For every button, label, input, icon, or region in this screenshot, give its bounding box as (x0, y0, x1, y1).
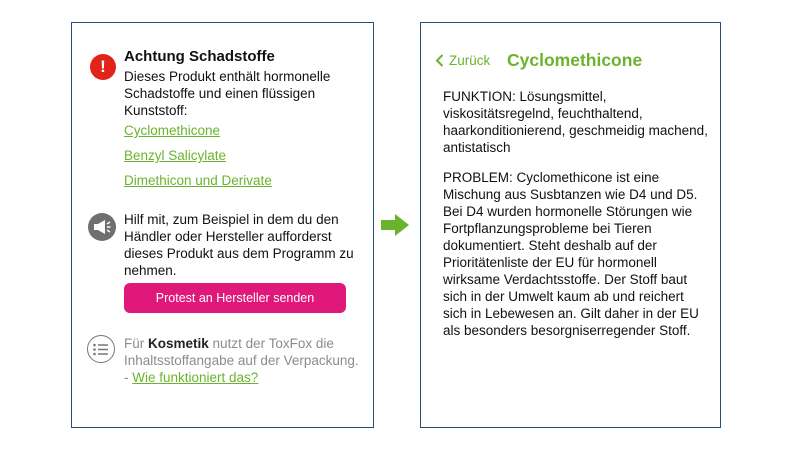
info-category: Kosmetik (148, 336, 209, 351)
info-prefix: Für (124, 336, 149, 351)
alert-text: Dieses Produkt enthält hormonelle Schadstoffe und einen flüssigen Kunststoff: (124, 69, 331, 118)
help-text: Hilf mit, zum Beispiel in dem du den Händler oder Hersteller aufforderst dieses Produkt aus dem Programm zu nehmen. (124, 212, 354, 278)
megaphone-icon (88, 213, 116, 241)
product-warning-screen (71, 22, 374, 428)
info-text (124, 335, 362, 386)
substance-link-cyclomethicone[interactable]: Cyclomethicone (124, 123, 221, 138)
function-text: FUNKTION: Lösungsmittel, viskositätsregelnd, feuchthaltend, haarkonditionierend, geschmeidig machend, antistatisch (443, 89, 708, 155)
chevron-left-icon (435, 54, 444, 67)
info-body: nutzt der ToxFox die Inhaltsstoffangabe auf der Verpackung. - (124, 336, 359, 385)
substance-link-benzyl-salicylate[interactable]: Benzyl Salicylate (124, 148, 227, 163)
substance-detail-screen (420, 22, 721, 428)
back-label: Zurück (449, 53, 491, 68)
how-it-works-link[interactable]: Wie funktioniert das? (132, 370, 259, 385)
protest-button[interactable]: Protest an Hersteller senden (124, 283, 346, 313)
right-arrow-icon (380, 213, 410, 237)
substance-link-dimethicon[interactable]: Dimethicon und Derivate (124, 173, 272, 188)
substance-title: Cyclomethicone (507, 50, 643, 70)
list-icon (87, 335, 115, 363)
alert-title: Achtung Schadstoffe (124, 48, 275, 65)
back-button[interactable] (435, 53, 490, 68)
problem-text: PROBLEM: Cyclomethicone ist eine Mischung aus Susbtanzen wie D4 und D5. Bei D4 wurden hormonelle Störungen wie Fortpflanzungsprobleme bei Tieren dokumentiert. Steht deshalb auf der Prioritätenliste der EU für hormonell wirksame Verdachtsstoffe. Der Stoff baut sich in der Umwelt kaum ab und reichert sich in Lebewesen an. Gilt daher in der EU als besonders besorgniserregender Stoff. (443, 170, 699, 338)
exclamation-icon: ! (90, 54, 116, 80)
